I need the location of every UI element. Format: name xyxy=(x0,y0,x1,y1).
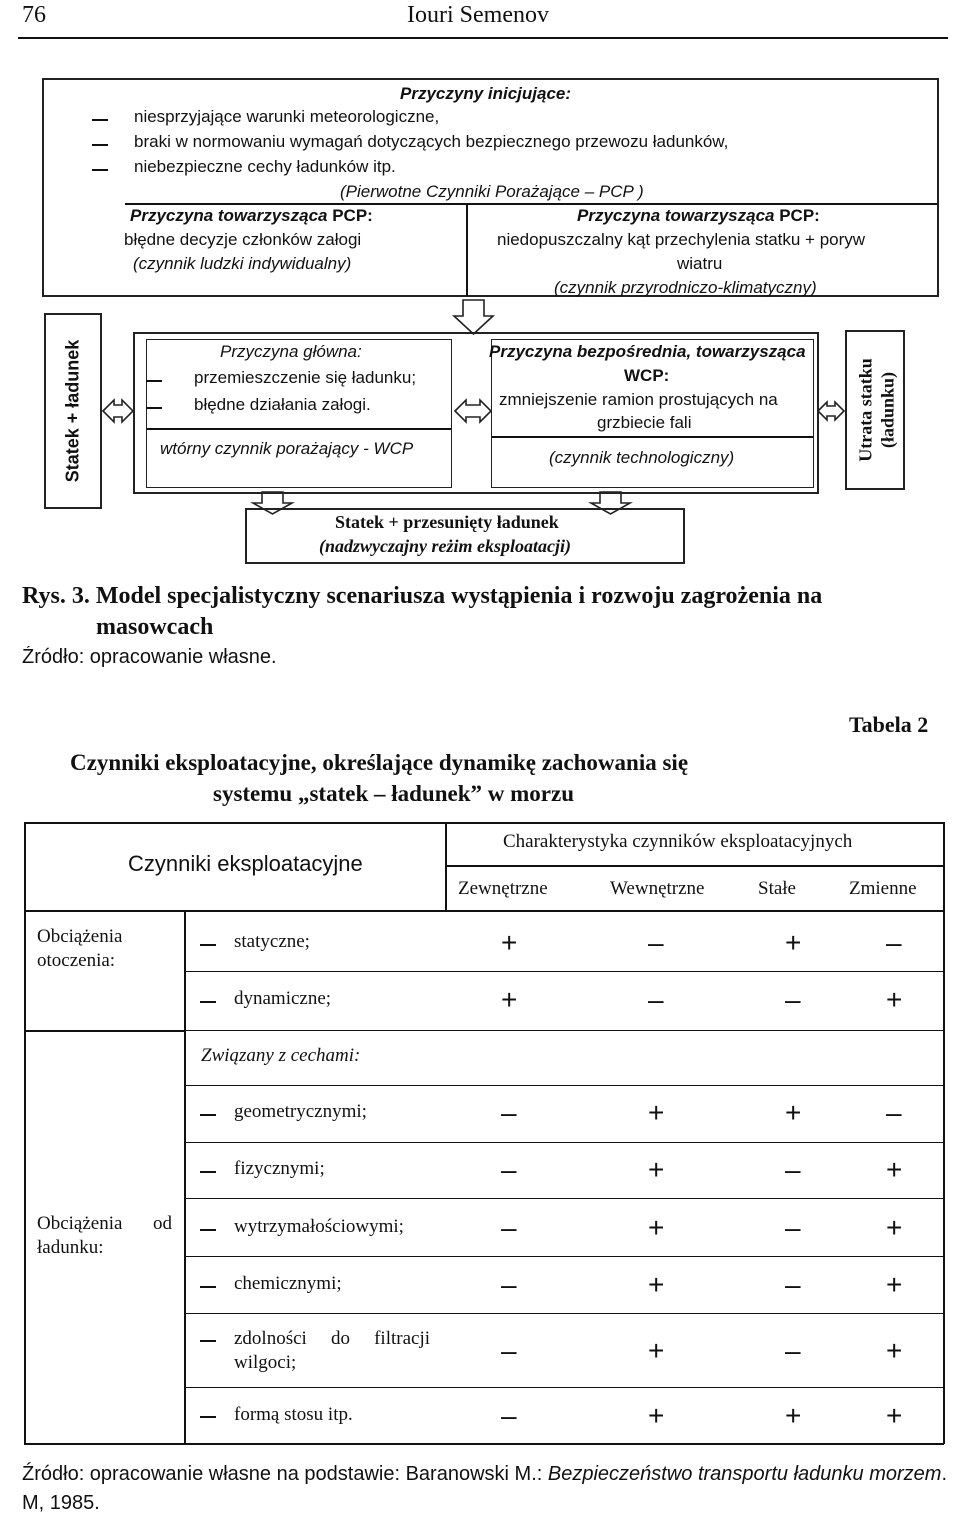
divider xyxy=(492,436,813,438)
accomp-right-title-b: PCP: xyxy=(774,206,820,225)
double-arrow-icon xyxy=(103,400,133,422)
row-label-line1: zdolności do filtracji xyxy=(234,1328,430,1349)
accomp-left-title-it: Przyczyna towarzysząca xyxy=(130,206,328,225)
accomp-right-line3: (czynnik przyrodniczo-klimatyczny) xyxy=(554,278,817,297)
cell-value: + xyxy=(886,1212,903,1243)
table-border xyxy=(24,822,26,1444)
direct-cause-title2: WCP: xyxy=(624,366,670,385)
row-label-line2: wilgoci; xyxy=(234,1352,297,1373)
row-rule xyxy=(185,1387,943,1388)
col-header-internal: Wewnętrzne xyxy=(610,878,705,899)
accomp-right-line2: wiatru xyxy=(677,254,723,273)
cell-value: + xyxy=(785,1400,802,1431)
cell-value: – xyxy=(785,984,801,1015)
bullet-dash xyxy=(200,1340,216,1342)
cell-value: + xyxy=(648,1400,665,1431)
cell-value: + xyxy=(886,1154,903,1185)
accomp-left-title-b: PCP: xyxy=(327,206,373,225)
figure-label: Rys. 3. xyxy=(22,583,90,609)
direct-cause-footer: (czynnik technologiczny) xyxy=(549,448,735,467)
row-rule xyxy=(185,971,943,972)
row-label: statyczne; xyxy=(234,931,310,952)
figure-source: Źródło: opracowanie własne. xyxy=(22,646,277,668)
group-cargo-loads-a: Obciążenia xyxy=(37,1213,123,1234)
table-source-suffix: . M, 1985. xyxy=(22,1463,947,1514)
cell-value: + xyxy=(886,1269,903,1300)
row-rule xyxy=(185,1030,943,1031)
group-cargo-loads-c: ładunku: xyxy=(37,1237,104,1258)
cell-value: + xyxy=(886,984,903,1015)
row-rule xyxy=(185,1198,943,1199)
initiating-title: Przyczyny inicjujące: xyxy=(400,84,572,103)
cell-value: – xyxy=(785,1335,801,1366)
bullet-dash xyxy=(146,380,162,382)
col-header-variable: Zmienne xyxy=(849,878,917,899)
row-label: dynamiczne; xyxy=(234,988,332,1009)
cell-value: + xyxy=(785,927,802,958)
cell-value: + xyxy=(785,1097,802,1128)
cell-value: – xyxy=(785,1269,801,1300)
shifted-cargo-line1: Statek + przesunięty ładunek xyxy=(335,512,559,532)
table-border xyxy=(24,910,944,912)
cell-value: – xyxy=(501,1097,517,1128)
table-border xyxy=(24,1443,944,1445)
direct-cause-title: Przyczyna bezpośrednia, towarzysząca xyxy=(489,342,806,361)
table-border xyxy=(943,822,945,1444)
cell-value: – xyxy=(501,1400,517,1431)
table-source-prefix: Źródło: opracowanie własne na podstawie: Baranowski M.: xyxy=(22,1463,548,1485)
cell-value: + xyxy=(648,1212,665,1243)
cell-value: – xyxy=(501,1212,517,1243)
initiating-item-2: braki w normowaniu wymagań dotyczących bezpiecznego przewozu ładunków, xyxy=(134,132,729,151)
table-head-left: Czynniki eksploatacyjne xyxy=(128,851,363,876)
ship-loss-label-1: Utrata statku xyxy=(855,358,876,462)
bullet-dash xyxy=(200,944,216,946)
row-label: formą stosu itp. xyxy=(234,1404,353,1425)
accomp-right-title-it: Przyczyna towarzysząca xyxy=(577,206,775,225)
bullet-dash xyxy=(200,1416,216,1418)
table-border xyxy=(446,865,944,867)
table-title-2: systemu „statek – ładunek” w morzu xyxy=(213,781,574,806)
table-source xyxy=(22,1460,947,1518)
bullet-dash xyxy=(200,1001,216,1003)
initiating-footer: (Pierwotne Czynniki Porażające – PCP ) xyxy=(340,182,644,201)
divider xyxy=(147,428,451,430)
row-label: fizycznymi; xyxy=(234,1158,325,1179)
cell-value: – xyxy=(886,1097,902,1128)
row-rule xyxy=(185,1085,943,1086)
cell-value: – xyxy=(648,927,664,958)
cell-value: – xyxy=(785,1212,801,1243)
table-border xyxy=(24,1030,185,1032)
ship-loss-label-2: (ładunku) xyxy=(877,371,898,449)
group-cargo-loads-b: od xyxy=(153,1213,172,1234)
main-cause-item-2: błędne działania załogi. xyxy=(194,395,371,414)
table-source-title: Bezpieczeństwo transportu ładunku morzem xyxy=(547,1463,942,1485)
row-label: geometrycznymi; xyxy=(234,1101,367,1122)
page-number: 76 xyxy=(22,2,46,28)
running-author: Iouri Semenov xyxy=(407,2,549,28)
cell-value: + xyxy=(648,1154,665,1185)
cell-value: – xyxy=(501,1154,517,1185)
col-header-external: Zewnętrzne xyxy=(458,878,548,899)
shifted-cargo-line2: (nadzwyczajny reżim eksploatacji) xyxy=(319,536,571,556)
table-label: Tabela 2 xyxy=(849,712,929,737)
cell-value: – xyxy=(648,984,664,1015)
row-rule xyxy=(185,1313,943,1314)
cell-value: + xyxy=(648,1335,665,1366)
cell-value: + xyxy=(886,1400,903,1431)
cell-value: + xyxy=(648,1097,665,1128)
subheader-features: Związany z cechami: xyxy=(201,1045,361,1066)
group-environment-loads: Obciążenia otoczenia: xyxy=(37,926,123,971)
row-rule xyxy=(185,1142,943,1143)
cell-value: + xyxy=(501,984,518,1015)
figure-caption-line2: masowcach xyxy=(96,614,214,640)
table-head-right: Charakterystyka czynników eksploatacyjnych xyxy=(503,831,853,852)
cell-value: – xyxy=(886,927,902,958)
main-cause-item-1: przemieszczenie się ładunku; xyxy=(194,368,417,387)
cell-value: + xyxy=(648,1269,665,1300)
arrow-down-icon xyxy=(454,300,493,334)
table-border xyxy=(24,822,944,824)
row-label: chemicznymi; xyxy=(234,1273,342,1294)
col-header-constant: Stałe xyxy=(758,878,796,899)
bullet-dash xyxy=(146,407,162,409)
ship-cargo-label: Statek + ładunek xyxy=(62,339,83,483)
initiating-item-1: niesprzyjające warunki meteorologiczne, xyxy=(134,107,440,126)
cell-value: + xyxy=(501,927,518,958)
direct-cause-line1: zmniejszenie ramion prostujących na xyxy=(499,390,778,409)
cell-value: – xyxy=(501,1335,517,1366)
bullet-dash xyxy=(200,1171,216,1173)
bullet-dash xyxy=(200,1286,216,1288)
bullet-dash xyxy=(200,1114,216,1116)
row-label: wytrzymałościowymi; xyxy=(234,1216,404,1237)
initiating-item-3: niebezpieczne cechy ładunków itp. xyxy=(134,157,396,176)
cell-value: – xyxy=(785,1154,801,1185)
table-border xyxy=(184,910,186,1444)
cell-value: – xyxy=(501,1269,517,1300)
direct-cause-line2: grzbiecie fali xyxy=(597,413,692,432)
row-rule xyxy=(185,1256,943,1257)
main-cause-title: Przyczyna główna: xyxy=(220,342,362,361)
figure-title: Model specjalistyczny scenariusza wystąpienia i rozwoju zagrożenia na xyxy=(95,583,823,609)
main-cause-footer: wtórny czynnik porażający - WCP xyxy=(160,439,414,458)
accomp-right-line1: niedopuszczalny kąt przechylenia statku + poryw xyxy=(497,230,866,249)
table-title-1: Czynniki eksploatacyjne, określające dynamikę zachowania się xyxy=(70,750,689,775)
double-arrow-icon xyxy=(818,402,844,420)
accomp-left-line1: błędne decyzje członków załogi xyxy=(124,230,362,249)
accomp-left-line2: (czynnik ludzki indywidualny) xyxy=(133,254,352,273)
figure-caption-line1 xyxy=(22,583,822,610)
cell-value: + xyxy=(886,1335,903,1366)
bullet-dash xyxy=(200,1229,216,1231)
